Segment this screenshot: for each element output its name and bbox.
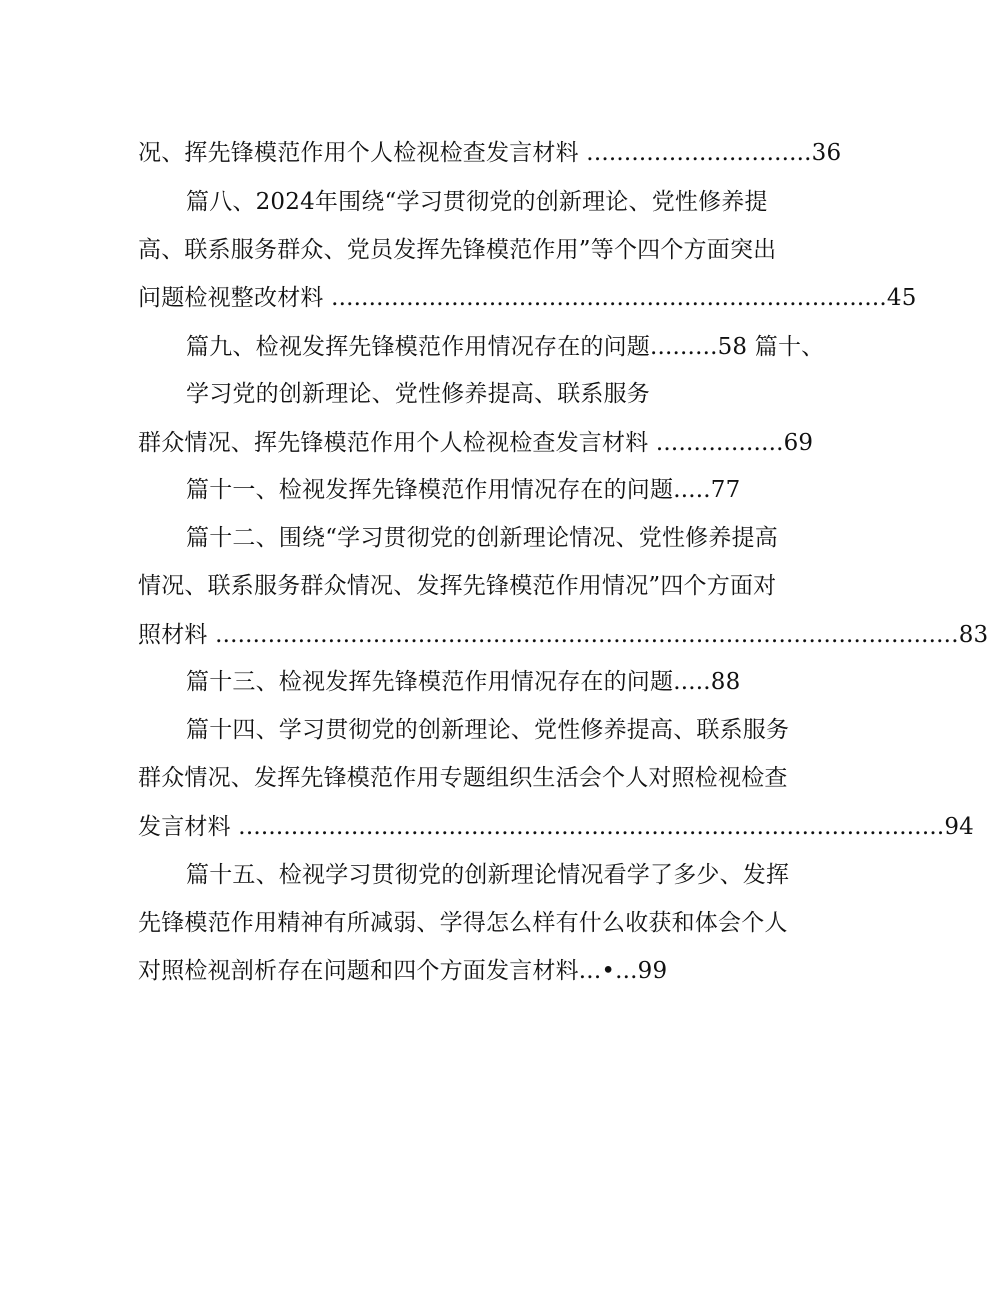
toc-line: 篇九、检视发挥先锋模范作用情况存在的问题.........58 篇十、 [186, 334, 825, 360]
toc-line: 问题检视整改材料 ..........................................................................45 [138, 285, 917, 311]
toc-line: 学习党的创新理论、党性修养提高、联系服务 [186, 381, 650, 407]
toc-line: 照材料 ...................................................................................................83 [138, 622, 988, 648]
toc-line: 情况、联系服务群众情况、发挥先锋模范作用情况”四个方面对 [138, 573, 777, 599]
toc-line: 先锋模范作用精神有所减弱、学得怎么样有什么收获和体会个人 [138, 910, 788, 936]
toc-line: 篇十三、检视发挥先锋模范作用情况存在的问题.....88 [186, 669, 741, 695]
toc-line: 对照检视剖析存在问题和四个方面发言材料...•...99 [138, 958, 668, 984]
toc-line: 篇八、2024年围绕“学习贯彻党的创新理论、党性修养提 [186, 189, 768, 215]
toc-line: 高、联系服务群众、党员发挥先锋模范作用”等个四个方面突出 [138, 237, 777, 263]
toc-line: 群众情况、发挥先锋模范作用专题组织生活会个人对照检视检查 [138, 765, 788, 791]
toc-line: 发言材料 ..............................................................................................94 [138, 814, 975, 840]
toc-line: 篇十二、围绕“学习贯彻党的创新理论情况、党性修养提高 [186, 525, 778, 551]
toc-line: 况、挥先锋模范作用个人检视检查发言材料 ..............................36 [138, 140, 842, 166]
toc-line: 篇十四、学习贯彻党的创新理论、党性修养提高、联系服务 [186, 717, 790, 743]
toc-line: 篇十五、检视学习贯彻党的创新理论情况看学了多少、发挥 [186, 862, 790, 888]
toc-line: 群众情况、挥先锋模范作用个人检视检查发言材料 .................69 [138, 430, 814, 456]
toc-line: 篇十一、检视发挥先锋模范作用情况存在的问题.....77 [186, 477, 741, 503]
